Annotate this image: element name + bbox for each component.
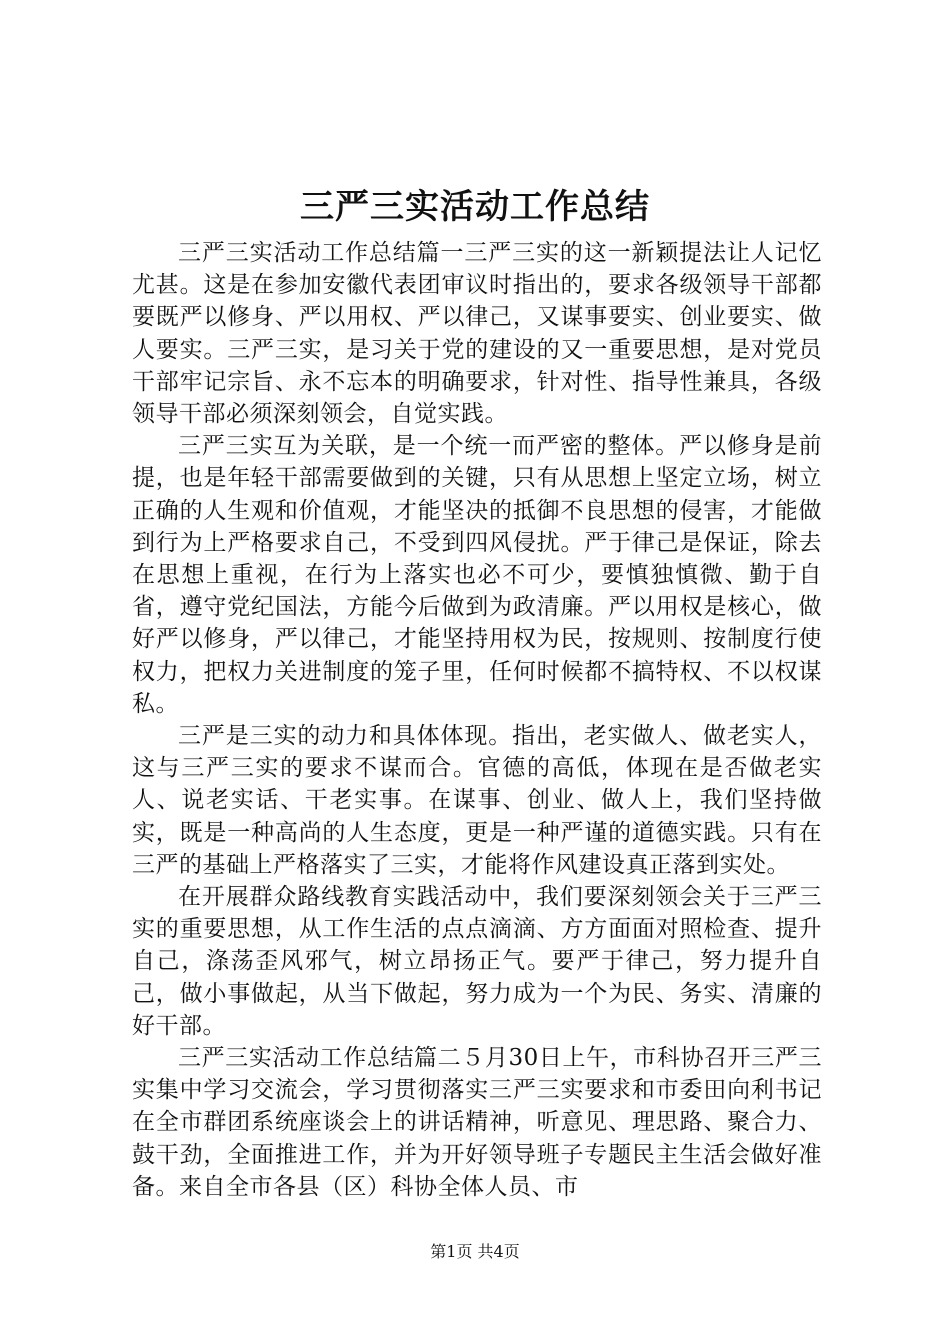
paragraph: 三严三实活动工作总结篇一三严三实的这一新颖提法让人记忆尤甚。这是在参加安徽代表团审议时指出的，要求各级领导干部都要既严以修身、严以用权、严以律己，又谋事要实、创业要实、做人要实。三严三实，是习关于党的建设的又一重要思想，是对党员干部牢记宗旨、永不忘本的明确要求，针对性、指导性兼具，各级领导干部必须深刻领会，自觉实践。: [132, 240, 822, 428]
paragraph: 在开展群众路线教育实践活动中，我们要深刻领会关于三严三实的重要思想，从工作生活的点点滴滴、方方面面对照检查、提升自己，涤荡歪风邪气，树立昂扬正气。要严于律己，努力提升自己，做小事做起，从当下做起，努力成为一个为民、务实、清廉的好干部。: [132, 884, 822, 1039]
paragraph: 三严是三实的动力和具体体现。指出，老实做人、做老实人，这与三严三实的要求不谋而合。官德的高低，体现在是否做老实人、说老实话、干老实事。在谋事、创业、做人上，我们坚持做实，既是一种高尚的人生态度，更是一种严谨的道德实践。只有在三严的基础上严格落实了三实，才能将作风建设真正落到实处。: [132, 723, 822, 878]
page-footer: 第1页 共4页: [430, 1242, 520, 1261]
paragraph: 三严三实互为关联，是一个统一而严密的整体。严以修身是前提，也是年轻干部需要做到的关键，只有从思想上坚定立场，树立正确的人生观和价值观，才能坚决的抵御不良思想的侵害，才能做到行为上严格要求自己，不受到四风侵扰。严于律己是保证，除去在思想上重视，在行为上落实也必不可少，要慎独慎微、勤于自省，遵守党纪国法，方能今后做到为政清廉。严以用权是核心，做好严以修身，严以律己，才能坚持用权为民，按规则、按制度行使权力，把权力关进制度的笼子里，任何时候都不搞特权、不以权谋私。: [132, 433, 822, 717]
document-title: 三严三实活动工作总结: [300, 187, 650, 227]
document-body: [132, 237, 822, 1203]
paragraph: 三严三实活动工作总结篇二５月30日上午，市科协召开三严三实集中学习交流会，学习贯彻落实三严三实要求和市委田向利书记在全市群团系统座谈会上的讲话精神，听意见、理思路、聚合力、鼓干劲，全面推进工作，并为开好领导班子专题民主生活会做好准备。来自全市各县（区）科协全体人员、市: [132, 1045, 822, 1200]
